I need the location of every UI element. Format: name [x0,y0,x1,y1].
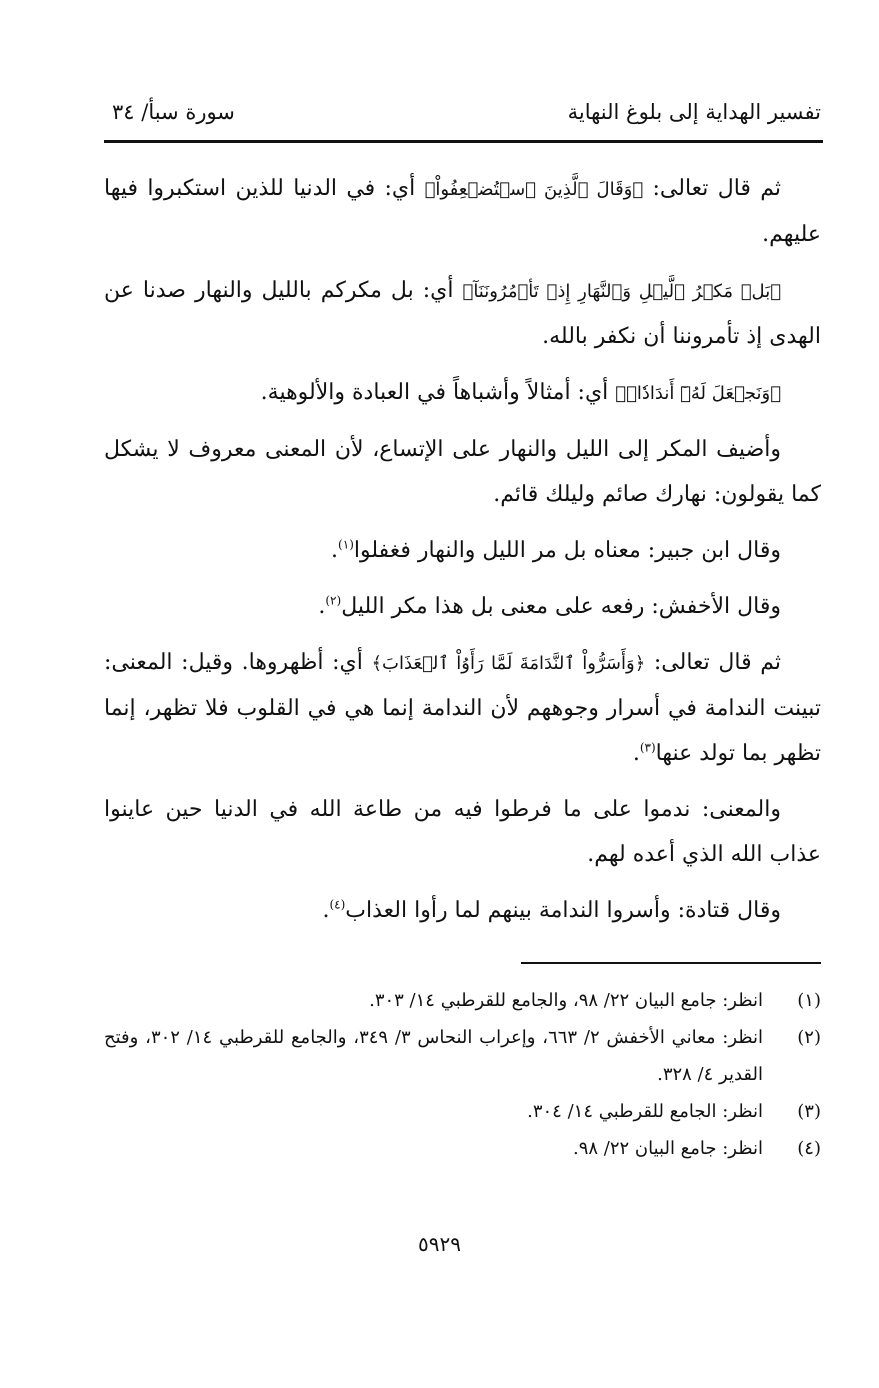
footnote-number: (٢) [797,1027,821,1048]
main-text [104,166,821,944]
paragraph-8: والمعنى: ندموا على ما فرطوا فيه من طاعة الله في الدنيا حين عاينوا عذاب الله الذي أعده لهم. [104,797,821,867]
paragraph-text: أي: في الدنيا للذين استكبروا فيها عليهم. [104,176,821,247]
footnote-3 [104,1093,821,1130]
paragraph-text: أي: أمثالاً وأشباهاً في العبادة والألوهية. [260,380,616,405]
header-divider [104,140,823,143]
paragraph-6 [104,584,821,629]
paragraph-3 [104,370,821,416]
footnote-2 [104,1019,821,1093]
footnote-ref[interactable]: (٣) [639,740,656,755]
footnote-text: انظر: معاني الأخفش ٢/ ٦٦٣، وإعراب النحاس ٣/ ٣٤٩، والجامع للقرطبي ١٤/ ٣٠٢، وفتح القدير ٤/ ٣٢٨. [104,1027,764,1085]
paragraph-2 [104,268,821,359]
paragraph-5 [104,528,821,573]
quran-verse: ﴿وَأَسَرُّواْ ٱلنَّدَامَةَ لَمَّا رَأَوُاْ ٱلۡعَذَابَ﴾ [371,653,646,674]
paragraph-end: . [331,538,339,563]
paragraph-end: . [632,741,640,766]
footnote-text: انظر: الجامع للقرطبي ١٤/ ٣٠٤. [527,1101,763,1122]
footnote-text: انظر: جامع البيان ٢٢/ ٩٨. [572,1138,763,1159]
footnote-ref[interactable]: (٤) [329,897,346,912]
footnote-1 [104,982,821,1019]
footnote-ref[interactable]: (٢) [325,593,342,608]
footnotes [104,982,821,1167]
page-number: ٥٩٢٩ [418,1232,461,1256]
footnote-4 [104,1130,821,1167]
footnote-number: (٣) [797,1101,821,1122]
footnote-number: (٤) [797,1138,821,1159]
paragraph-lead: ثم قال تعالى: [645,650,782,675]
paragraph-text: أي: بل مكركم بالليل والنهار صدنا عن الهدى إذ تأمروننا أن نكفر بالله. [104,278,821,349]
paragraph-lead: ثم قال تعالى: [643,176,781,201]
paragraph-text: وقال قتادة: وأسروا الندامة بينهم لما رأوا العذاب [345,898,781,923]
book-title: تفسير الهداية إلى بلوغ النهاية [567,100,821,124]
paragraph-1 [104,166,821,257]
footnote-text: انظر: جامع البيان ٢٢/ ٩٨، والجامع للقرطبي ١٤/ ٣٠٣. [369,990,763,1011]
footnote-ref[interactable]: (١) [338,537,354,552]
paragraph-9 [104,888,821,933]
paragraph-text: وقال ابن جبير: معناه بل مر الليل والنهار فغفلوا [353,538,781,563]
paragraph-end: . [322,898,330,923]
running-header [112,100,821,136]
paragraph-4: وأضيف المكر إلى الليل والنهار على الإتساع، لأن المعنى معروف لا يشكل كما يقولون: نهارك صائم وليلك قائم. [104,437,821,507]
footnote-divider [521,962,821,964]
footnote-number: (١) [797,990,821,1011]
quran-verse: ﴿بَلۡ مَكۡرُ ٱلَّيۡلِ وَٱلنَّهَارِ إِذۡ تَأۡمُرُونَنَآ﴾ [462,281,782,302]
surah-label: سورة سبأ/ ٣٤ [112,100,235,124]
quran-verse: ﴿وَنَجۡعَلَ لَهُۥٓ أَندَادٗاۚ﴾ [615,383,781,404]
paragraph-end: . [318,594,326,619]
quran-verse: ﴿وَقَالَ ٱلَّذِينَ ٱسۡتُضۡعِفُواْ﴾ [424,179,644,200]
paragraph-text: وقال الأخفش: رفعه على معنى بل هذا مكر الليل [341,594,781,619]
paragraph-text: أي: أظهروها. وقيل: المعنى: تبينت الندامة في أسرار وجوههم لأن الندامة إنما هي في القلوب فلا تظهر، إنما تظهر بما تولد عنها [104,650,821,766]
paragraph-7 [104,640,821,776]
